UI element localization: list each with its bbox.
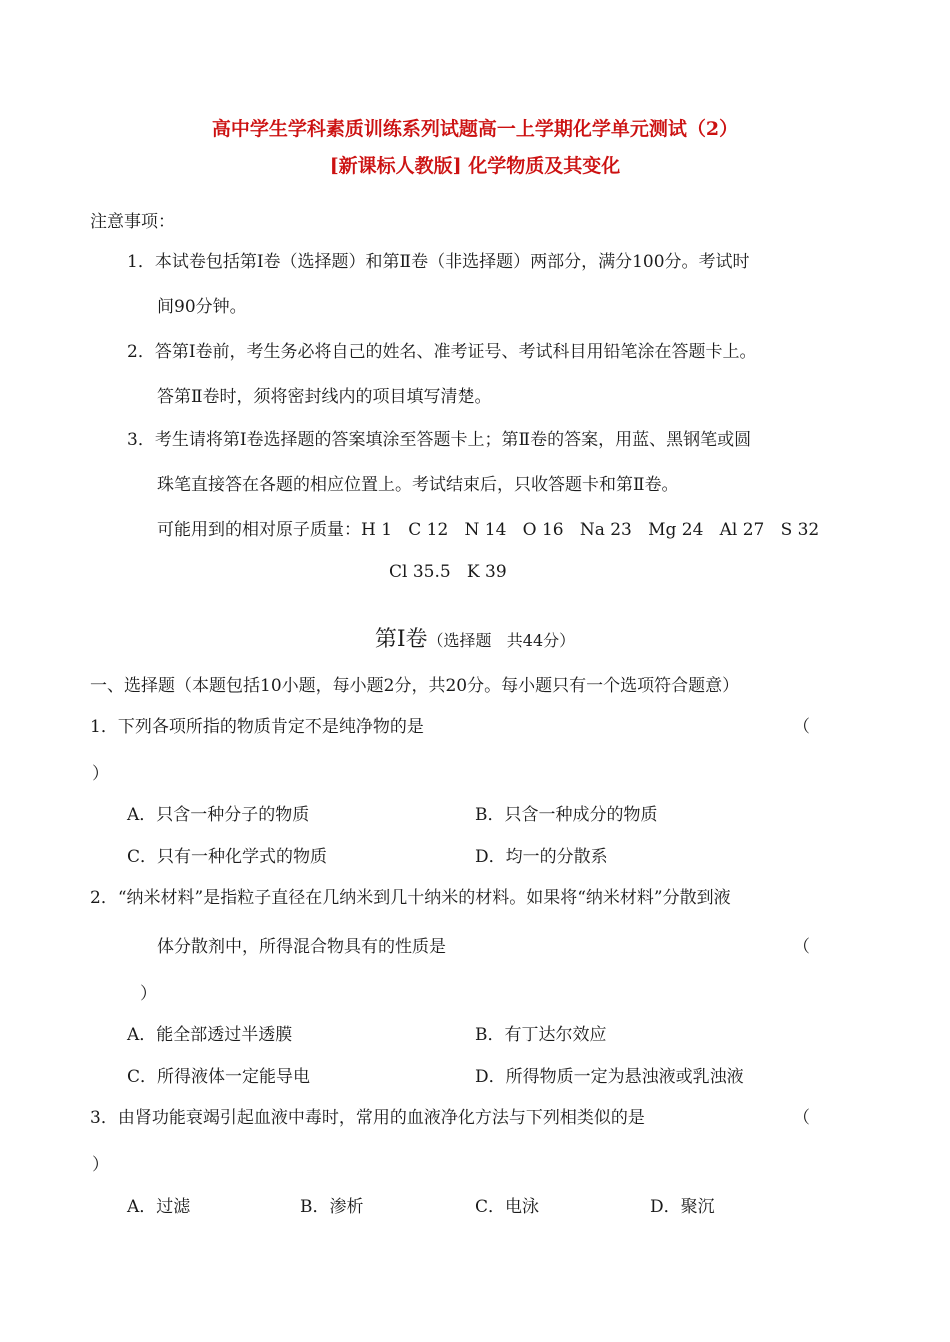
question-3-paren-close: ） (92, 1155, 109, 1175)
question-3-option-d: D．聚沉 (650, 1197, 715, 1217)
question-2-option-b: B．有丁达尔效应 (475, 1025, 607, 1045)
question-3-stem: 3．由肾功能衰竭引起血液中毒时，常用的血液净化方法与下列相类似的是 (90, 1108, 645, 1128)
notes-heading: 注意事项： (90, 212, 175, 232)
section-1-instructions: 一、选择题（本题包括10小题，每小题2分，共20分。每小题只有一个选项符合题意） (90, 676, 740, 696)
atomic-masses-line-1: 可能用到的相对原子质量：H 1 C 12 N 14 O 16 Na 23 Mg 24 Al 27 S 32 (157, 520, 820, 540)
question-1-option-c: C．只有一种化学式的物质 (127, 847, 328, 867)
question-2-paren-close: ） (140, 984, 157, 1004)
question-1-option-b: B．只含一种成分的物质 (475, 805, 658, 825)
question-3-option-a: A．过滤 (127, 1197, 191, 1217)
note-3-line-1: 3．考生请将第Ⅰ卷选择题的答案填涂至答题卡上；第Ⅱ卷的答案，用蓝、黑钢笔或圆 (127, 430, 752, 450)
question-1-paren-open: （ (793, 717, 810, 737)
section-1-title: 第Ⅰ卷 (374, 627, 428, 652)
note-1-line-2: 间90分钟。 (157, 297, 247, 317)
note-2-line-2: 答第Ⅱ卷时，须将密封线内的项目填写清楚。 (157, 387, 492, 407)
section-1-heading (0, 626, 950, 655)
title-line-2: [新课标人教版] 化学物质及其变化 (329, 155, 621, 177)
section-1-subtitle: （选择题 共44分） (427, 631, 576, 650)
question-1-option-d: D．均一的分散系 (475, 847, 608, 867)
note-2-line-1: 2．答第Ⅰ卷前，考生务必将自己的姓名、准考证号、考试科目用铅笔涂在答题卡上。 (127, 342, 757, 362)
question-1-paren-close: ） (92, 764, 109, 784)
title-line-1: 高中学生学科素质训练系列试题高一上学期化学单元测试（2） (211, 118, 739, 140)
question-2-option-d: D．所得物质一定为悬浊液或乳浊液 (475, 1067, 744, 1087)
question-2-paren-open: （ (793, 937, 810, 957)
atomic-masses-line-2: Cl 35.5 K 39 (389, 562, 507, 582)
question-3-paren-open: （ (793, 1108, 810, 1128)
question-2-stem-line-1: 2．“纳米材料”是指粒子直径在几纳米到几十纳米的材料。如果将“纳米材料”分散到液 (90, 888, 731, 908)
question-1-stem: 1．下列各项所指的物质肯定不是纯净物的是 (90, 717, 424, 737)
question-2-option-c: C．所得液体一定能导电 (127, 1067, 311, 1087)
question-2-option-a: A．能全部透过半透膜 (127, 1025, 293, 1045)
note-3-line-2: 珠笔直接答在各题的相应位置上。考试结束后，只收答题卡和第Ⅱ卷。 (157, 475, 679, 495)
question-1-option-a: A．只含一种分子的物质 (127, 805, 310, 825)
note-1-line-1: 1．本试卷包括第Ⅰ卷（选择题）和第Ⅱ卷（非选择题）两部分，满分100分。考试时 (127, 252, 750, 272)
question-3-option-b: B．渗析 (300, 1197, 364, 1217)
question-3-option-c: C．电泳 (475, 1197, 540, 1217)
question-2-stem-line-2: 体分散剂中，所得混合物具有的性质是 (157, 937, 446, 957)
